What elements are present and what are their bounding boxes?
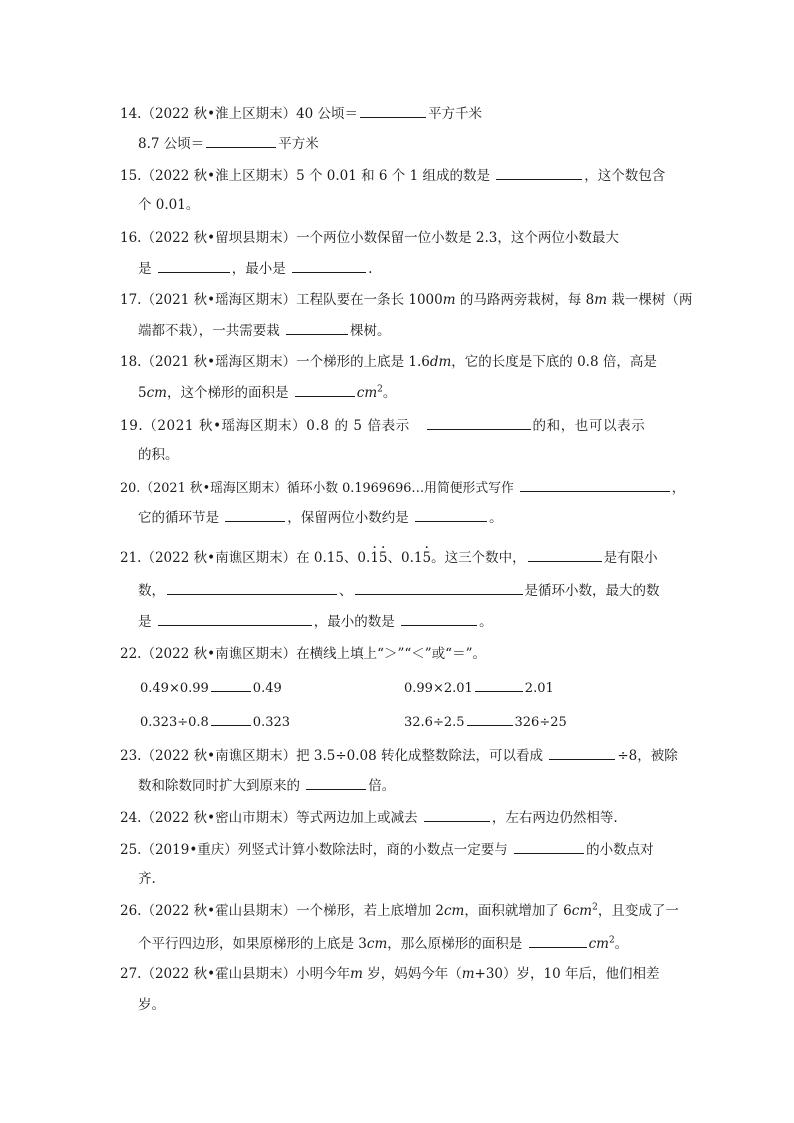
compare-right: 0.49 [252, 681, 282, 696]
question-26-text2-b: ，那么原梯形的面积是 [387, 936, 523, 952]
answer-blank[interactable] [529, 934, 587, 948]
answer-blank[interactable] [496, 166, 582, 180]
question-26-line1 [120, 902, 679, 920]
answer-blank[interactable] [306, 776, 366, 790]
question-22-text: 22.（2022 秋•南谯区期末）在横线上填上“＞”“＜”或“＝”。 [120, 646, 486, 662]
question-26-text2: 个平行四边形，如果原梯形的上底是 3 [138, 936, 367, 952]
answer-blank[interactable] [401, 612, 477, 626]
answer-blank[interactable] [427, 416, 531, 430]
question-27-text: 27.（2022 秋•霍山县期末）小明今年 [120, 966, 351, 982]
answer-blank[interactable] [355, 581, 523, 595]
question-18-text-end: 。 [382, 385, 397, 401]
question-23-text: 23.（2022 秋•南谯区期末）把 3.5÷0.08 转化成整数除法，可以看成 [120, 748, 544, 764]
answer-blank[interactable] [225, 508, 285, 522]
question-21-text3: 是 [138, 614, 152, 630]
answer-blank[interactable] [158, 259, 230, 273]
question-27-text2: 岁。 [138, 997, 165, 1013]
question-15-line2 [138, 196, 199, 214]
answer-blank[interactable] [528, 548, 602, 562]
compare-left: 0.49×0.99 [140, 681, 209, 696]
question-23-text2: 数和除数同时扩大到原来的 [138, 778, 300, 794]
question-18-line2 [138, 383, 396, 402]
question-24-line1 [120, 808, 618, 827]
question-16-text2: 是 [138, 261, 152, 277]
answer-blank[interactable] [295, 383, 355, 397]
question-19-text-end: 的和，也可以表示 [532, 418, 646, 434]
question-20-text2: 它的循环节是 [138, 510, 219, 526]
question-18-value: 5 [138, 385, 147, 401]
question-25-line2 [138, 870, 156, 888]
unit-cm2: cm [356, 385, 378, 401]
question-17-line2 [138, 321, 391, 340]
question-23-line1 [120, 746, 678, 765]
answer-blank[interactable] [475, 678, 523, 692]
question-18-line1 [120, 353, 657, 371]
question-18-text2: ，这个梯形的面积是 [166, 385, 289, 401]
question-19-line2 [138, 446, 179, 464]
question-19-text2: 的积。 [138, 447, 179, 463]
answer-blank[interactable] [467, 712, 513, 726]
superscript: 2 [377, 384, 383, 395]
variable-m: m [461, 966, 475, 982]
answer-blank[interactable] [211, 712, 251, 726]
question-25-text: 25.（2019•重庆）列竖式计算小数除法时，商的小数点一定要与 [120, 842, 508, 858]
question-27-text-b: 岁，妈妈今年（ [362, 966, 462, 982]
question-23-text-end: ÷8，被除 [617, 748, 678, 764]
question-23-text-end2: 倍。 [368, 778, 396, 794]
question-20-text: 20.（2021 秋•瑶海区期末）循环小数 0.1969696…用简便形式写作 [120, 481, 514, 496]
compare-right: 0.323 [252, 715, 291, 730]
compare-item-1 [140, 678, 282, 698]
question-26-text-b: ，面积就增加了 6 [464, 903, 572, 919]
compare-item-2 [404, 678, 554, 698]
separator: 、 [339, 583, 353, 599]
question-21-line1 [120, 548, 658, 567]
question-16-line1 [120, 229, 619, 247]
unit-m: m [442, 292, 456, 308]
answer-blank[interactable] [167, 581, 337, 595]
question-21-line2 [138, 581, 660, 600]
question-21-text: 21.（2022 秋•南谯区期末）在 0.15、0. [120, 550, 371, 566]
question-20-line2 [138, 508, 503, 527]
unit-cm: cm [366, 936, 388, 952]
question-22-line1 [120, 645, 486, 663]
unit-cm2: cm [588, 936, 609, 952]
question-26-text: 26.（2022 秋•霍山县期末）一个梯形，若上底增加 2 [120, 903, 444, 919]
question-27-text-c: +30）岁，10 年后，他们相差 [474, 966, 660, 982]
repeating-digit: 5 · [379, 550, 388, 566]
question-15-text: 15.（2022 秋•淮上区期末）5 个 0.01 和 6 个 1 组成的数是 [120, 168, 490, 184]
question-19-line1 [120, 416, 645, 435]
compare-item-3 [140, 712, 290, 732]
repeating-digit: 1 · [370, 550, 379, 566]
answer-blank[interactable] [211, 678, 251, 692]
question-17-text-b: 的马路两旁栽树，每 8 [455, 292, 595, 308]
question-14-unit: 平方千米 [428, 106, 483, 122]
question-21-text-mid: ，最小的数是 [313, 614, 395, 630]
unit-cm2: cm [571, 903, 593, 919]
question-16-text-end: . [368, 261, 373, 277]
question-21-text-end: 是有限小 [603, 550, 658, 566]
question-17-text-c: 栽一棵树（两 [607, 292, 693, 308]
question-20-text-end2: 。 [489, 510, 503, 526]
question-25-line1 [120, 840, 654, 859]
unit-m: m [594, 292, 608, 308]
question-20-text-end: ， [671, 481, 685, 496]
unit-dm: dm [429, 354, 452, 370]
question-16-text-mid: ，最小是 [231, 261, 286, 277]
question-20-line1 [120, 478, 685, 498]
question-21-line3 [138, 612, 493, 631]
question-25-text-end: 的小数点对 [586, 842, 654, 858]
superscript: 2 [608, 935, 615, 946]
question-17-text2: 端都不栽），一共需要栽 [138, 323, 280, 339]
compare-left: 0.323÷0.8 [140, 715, 209, 730]
compare-item-4 [404, 712, 567, 732]
question-16-line2 [138, 259, 372, 278]
question-20-text-mid: ，保留两位小数约是 [287, 510, 409, 526]
repeating-digit: 5 · [422, 550, 431, 566]
unit-cm: cm [443, 903, 465, 919]
compare-left: 32.6÷2.5 [404, 715, 465, 730]
question-15-text-end: ，这个数包含 [584, 168, 666, 184]
question-15-text2: 个 0.01。 [138, 197, 200, 213]
question-21-text2: 数， [138, 583, 165, 599]
question-15-line1 [120, 166, 665, 185]
answer-blank[interactable] [158, 612, 312, 626]
question-19-text: 19.（2021 秋•瑶海区期末）0.8 的 5 倍表示 [120, 418, 410, 434]
compare-right: 2.01 [524, 681, 554, 696]
answer-blank[interactable] [520, 478, 670, 492]
compare-right: 326÷25 [514, 715, 567, 730]
question-18-text-b: ，它的长度是下底的 0.8 倍，高是 [451, 354, 657, 370]
question-21-text-end2: 是循环小数，最大的数 [524, 583, 660, 599]
question-14-line2 [138, 134, 319, 153]
answer-blank[interactable] [424, 808, 490, 822]
question-26-text-c: ，且变成了一 [597, 903, 679, 919]
answer-blank[interactable] [206, 134, 276, 148]
question-14-text2: 8.7 公顷＝ [138, 136, 205, 152]
question-14-unit2: 平方米 [278, 136, 319, 152]
answer-blank[interactable] [549, 746, 615, 760]
answer-blank[interactable] [514, 840, 584, 854]
question-25-text2: 齐. [138, 871, 156, 887]
question-18-text: 18.（2021 秋•瑶海区期末）一个梯形的上底是 1.6 [120, 354, 430, 370]
superscript: 2 [592, 902, 598, 913]
question-21-text-b: 、0.1 [387, 550, 423, 566]
unit-cm: cm [146, 385, 167, 401]
question-14-text: 14.（2022 秋•淮上区期末）40 公顷＝ [120, 106, 359, 122]
question-27-line1 [120, 965, 659, 983]
question-14-line1 [120, 104, 482, 123]
question-16-text: 16.（2022 秋•留坝县期末）一个两位小数保留一位小数是 2.3，这个两位小数最大 [120, 230, 619, 246]
variable-m: m [350, 966, 363, 982]
answer-blank[interactable] [292, 259, 366, 273]
question-24-text: 24.（2022 秋•密山市期末）等式两边加上或减去 [120, 810, 418, 826]
question-17-line1 [120, 291, 692, 309]
question-26-line2 [138, 934, 628, 953]
question-24-text-end: ，左右两边仍然相等. [491, 810, 618, 826]
question-27-line2 [138, 996, 165, 1014]
answer-blank[interactable] [360, 104, 426, 118]
answer-blank[interactable] [286, 321, 348, 335]
answer-blank[interactable] [415, 508, 487, 522]
question-23-line2 [138, 776, 395, 795]
question-17-text: 17.（2021 秋•瑶海区期末）工程队要在一条长 1000 [120, 292, 443, 308]
question-17-text-end: 棵树。 [350, 323, 391, 339]
compare-left: 0.99×2.01 [404, 681, 473, 696]
question-26-text-end: 。 [614, 936, 629, 952]
question-21-text-c: 。这三个数中， [431, 550, 526, 566]
question-21-text-end3: 。 [479, 614, 493, 630]
